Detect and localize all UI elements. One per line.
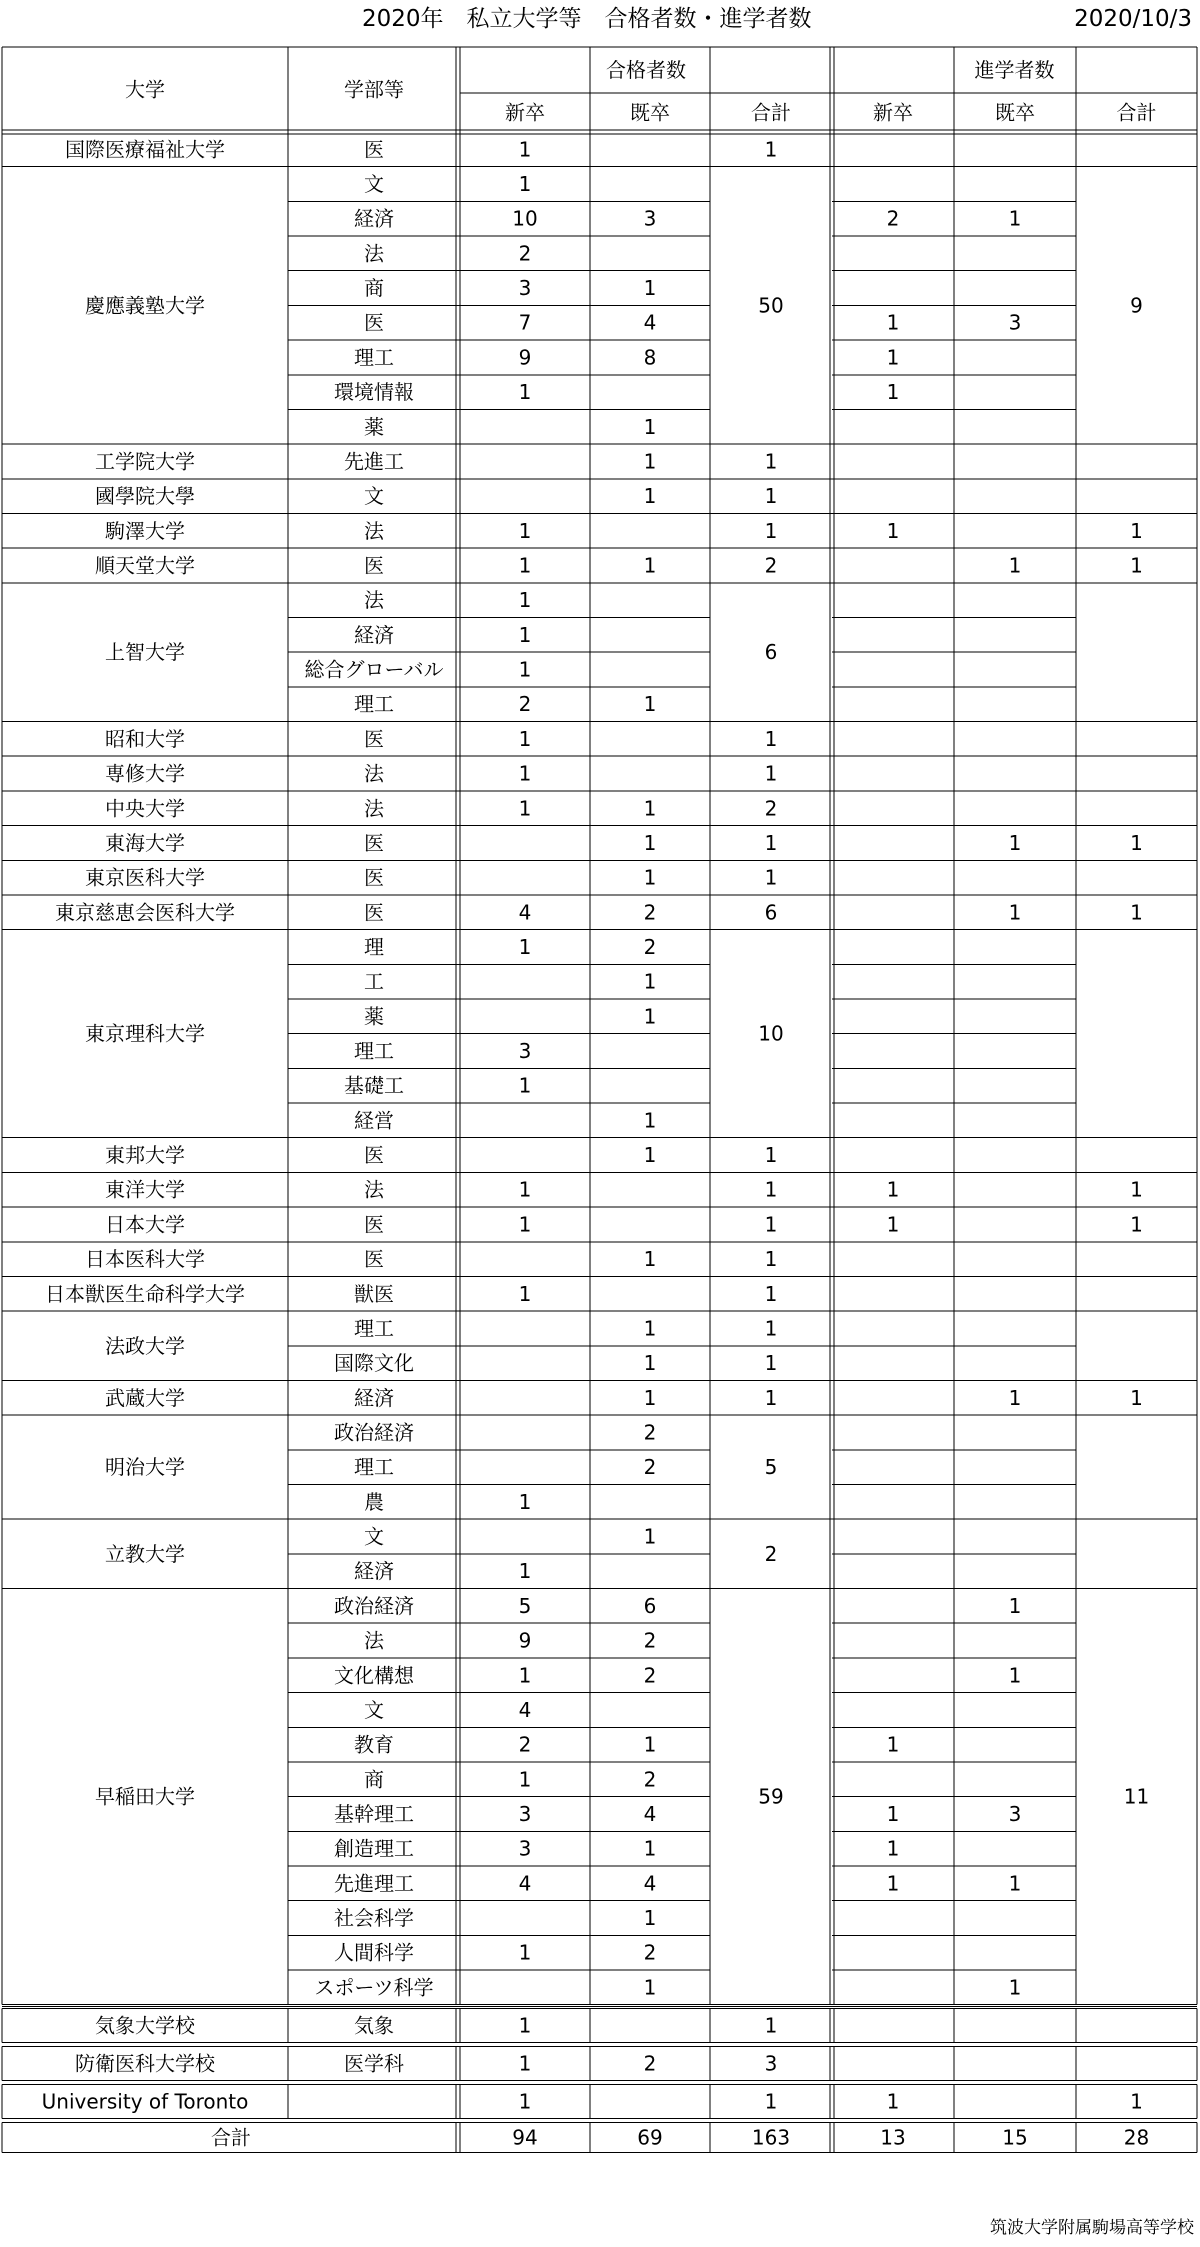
university-name: 武蔵大学 [105,1385,185,1410]
faculty-cell: 文 [364,1697,384,1722]
pass-prev-cell: 1 [643,1975,657,2000]
pass-total-cell: 6 [764,900,778,925]
enroll-new-cell: 1 [886,1732,900,1757]
faculty-cell: 先進工 [344,449,404,474]
university-name: University of Toronto [41,2089,249,2114]
pass-prev-cell: 2 [643,1940,657,1965]
enroll-total-cell: 1 [1130,830,1143,855]
faculty-cell: 法 [364,796,384,821]
pass-total-cell: 1 [764,726,778,751]
enroll-total-cell: 1 [1130,518,1143,543]
pass-new-cell: 1 [518,657,532,682]
faculty-cell: 基礎工 [344,1073,404,1098]
pass-new-cell: 1 [518,2051,532,2076]
pass-new-cell: 1 [518,588,532,613]
faculty-cell: 文 [364,1524,384,1549]
column-header-faculty: 学部等 [344,77,404,102]
faculty-cell: 先進理工 [334,1871,414,1896]
pass-new-cell: 1 [518,1559,532,1584]
pass-prev-cell: 1 [643,1836,657,1861]
faculty-cell: 総合グローバル [304,657,444,682]
faculty-cell: 商 [364,276,384,301]
pass-prev-cell: 1 [643,1316,657,1341]
pass-prev-cell: 1 [643,692,657,717]
pass-new-cell: 3 [518,276,532,301]
enroll-new-cell: 1 [886,1871,900,1896]
enroll-prev-cell: 1 [1008,900,1022,925]
faculty-cell: 医 [364,1143,384,1168]
pass-prev-cell: 1 [643,1385,657,1410]
faculty-cell: 工 [364,969,384,994]
university-name: 法政大学 [105,1333,185,1358]
pass-total-cell: 1 [764,137,778,162]
faculty-cell: 国際文化 [334,1351,414,1376]
pass-new-cell: 1 [518,1281,532,1306]
pass-new-cell: 2 [518,1732,532,1757]
faculty-cell: 理工 [354,1455,394,1480]
enroll-total-cell: 9 [1130,293,1143,318]
pass-prev-cell: 1 [643,449,657,474]
grand-total-enroll-new: 13 [880,2125,906,2150]
pass-total-cell: 1 [764,865,778,890]
pass-prev-cell: 1 [643,865,657,890]
grand-total-label: 合計 [211,2125,251,2150]
report-date: 2020/10/3 [1074,6,1192,32]
enroll-new-cell: 1 [886,1836,900,1861]
pass-new-cell: 1 [518,380,532,405]
column-header-enroll-total: 合計 [1116,100,1157,125]
faculty-cell: 農 [364,1489,384,1514]
faculty-cell: 医 [364,553,384,578]
enroll-prev-cell: 1 [1008,1385,1022,1410]
pass-total-cell: 3 [764,2051,778,2076]
pass-total-cell: 1 [764,1281,778,1306]
pass-new-cell: 1 [518,518,532,543]
enroll-new-cell: 1 [886,380,900,405]
enroll-prev-cell: 1 [1008,1593,1022,1618]
pass-total-cell: 1 [764,518,778,543]
pass-prev-cell: 1 [643,1247,657,1272]
faculty-cell: 医学科 [344,2051,404,2076]
pass-new-cell: 4 [518,900,532,925]
enroll-total-cell: 1 [1130,2089,1143,2114]
enroll-total-cell: 1 [1130,1385,1143,1410]
enroll-prev-cell: 1 [1008,553,1022,578]
pass-prev-cell: 1 [643,1143,657,1168]
faculty-cell: 薬 [364,414,384,439]
column-header-pass-total: 合計 [751,100,791,125]
enroll-new-cell: 2 [886,206,900,231]
pass-prev-cell: 1 [643,1108,657,1133]
faculty-cell: 文 [364,172,384,197]
column-header-pass-prev: 既卒 [630,100,670,125]
enroll-prev-cell: 1 [1008,830,1022,855]
pass-prev-cell: 1 [643,276,657,301]
pass-prev-cell: 2 [643,1628,657,1653]
university-name: 国際医療福祉大学 [65,137,225,162]
faculty-cell: 理工 [354,692,394,717]
faculty-cell: 医 [364,1247,384,1272]
pass-total-cell: 1 [764,484,778,509]
enroll-prev-cell: 1 [1008,1663,1022,1688]
university-name: 日本大学 [105,1212,185,1237]
faculty-cell: 法 [364,518,384,543]
pass-total-cell: 59 [758,1784,784,1809]
pass-prev-cell: 4 [643,1801,657,1826]
pass-new-cell: 1 [518,1212,532,1237]
faculty-cell: 法 [364,241,384,266]
pass-prev-cell: 3 [643,206,657,231]
faculty-cell: 気象 [354,2013,394,2038]
pass-total-cell: 6 [764,640,778,665]
pass-new-cell: 1 [518,1489,532,1514]
pass-prev-cell: 1 [643,1524,657,1549]
enroll-new-cell: 1 [886,310,900,335]
pass-prev-cell: 6 [643,1593,657,1618]
university-name: 日本医科大学 [85,1247,205,1272]
faculty-cell: 法 [364,761,384,786]
pass-new-cell: 2 [518,241,532,266]
column-header-enroll-prev: 既卒 [995,100,1035,125]
pass-new-cell: 1 [518,172,532,197]
faculty-cell: 医 [364,1212,384,1237]
pass-new-cell: 1 [518,1177,532,1202]
faculty-cell: 獣医 [354,1281,394,1306]
page-title: 2020年 私立大学等 合格者数・進学者数 [362,6,812,32]
pass-new-cell: 1 [518,553,532,578]
university-name: 早稲田大学 [95,1784,195,1809]
pass-prev-cell: 2 [643,1420,657,1445]
enroll-total-cell: 1 [1130,900,1143,925]
faculty-cell: 理 [364,934,384,959]
enroll-prev-cell: 3 [1008,310,1022,335]
enroll-prev-cell: 1 [1008,206,1022,231]
pass-total-cell: 1 [764,2089,778,2114]
pass-new-cell: 1 [518,726,532,751]
enroll-prev-cell: 3 [1008,1801,1022,1826]
faculty-cell: 経済 [354,1559,394,1584]
university-name: 國學院大學 [95,484,195,509]
pass-prev-cell: 1 [643,1351,657,1376]
enroll-new-cell: 1 [886,518,900,543]
pass-prev-cell: 4 [643,1871,657,1896]
faculty-cell: 医 [364,137,384,162]
pass-new-cell: 3 [518,1039,532,1064]
faculty-cell: 政治経済 [334,1420,414,1445]
pass-new-cell: 4 [518,1871,532,1896]
faculty-cell: 商 [364,1767,384,1792]
faculty-cell: 経済 [354,206,394,231]
enroll-new-cell: 1 [886,1177,900,1202]
university-name: 東邦大学 [105,1143,185,1168]
pass-total-cell: 1 [764,761,778,786]
pass-new-cell: 9 [518,1628,532,1653]
university-name: 慶應義塾大学 [85,293,205,318]
school-name: 筑波大学附属駒場高等学校 [990,2218,1194,2238]
pass-new-cell: 9 [518,345,532,370]
faculty-cell: 社会科学 [334,1906,414,1931]
enroll-new-cell: 1 [886,345,900,370]
faculty-cell: 医 [364,726,384,751]
faculty-cell: 理工 [354,1316,394,1341]
pass-prev-cell: 1 [643,796,657,821]
university-name: 東京医科大学 [85,865,205,890]
grand-total-pass-total: 163 [751,2125,791,2150]
enroll-new-cell: 1 [886,1212,900,1237]
pass-new-cell: 1 [518,1767,532,1792]
faculty-cell: 教育 [354,1732,394,1757]
enroll-prev-cell: 1 [1008,1975,1022,2000]
pass-new-cell: 1 [518,761,532,786]
university-name: 東洋大学 [105,1177,185,1202]
faculty-cell: 医 [364,900,384,925]
university-name: 東海大学 [105,830,185,855]
enroll-prev-cell: 1 [1008,1871,1022,1896]
pass-total-cell: 1 [764,1351,778,1376]
pass-total-cell: 10 [758,1021,784,1046]
pass-new-cell: 1 [518,934,532,959]
grand-total-enroll-prev: 15 [1002,2125,1028,2150]
university-name: 日本獣医生命科学大学 [45,1281,245,1306]
university-name: 順天堂大学 [95,553,195,578]
column-header-university: 大学 [125,77,165,102]
university-name: 気象大学校 [95,2013,195,2038]
faculty-cell: 法 [364,588,384,613]
pass-new-cell: 1 [518,137,532,162]
faculty-cell: 医 [364,310,384,335]
faculty-cell: 基幹理工 [334,1801,414,1826]
pass-new-cell: 1 [518,1073,532,1098]
university-name: 東京理科大学 [85,1021,205,1046]
grand-total-pass-prev: 69 [637,2125,663,2150]
pass-new-cell: 1 [518,796,532,821]
faculty-cell: 医 [364,830,384,855]
pass-total-cell: 1 [764,1177,778,1202]
pass-new-cell: 7 [518,310,532,335]
university-name: 昭和大学 [105,726,185,751]
pass-total-cell: 1 [764,1143,778,1168]
pass-total-cell: 1 [764,1247,778,1272]
enroll-total-cell: 1 [1130,1212,1143,1237]
pass-prev-cell: 2 [643,1767,657,1792]
pass-prev-cell: 2 [643,934,657,959]
pass-prev-cell: 1 [643,484,657,509]
pass-prev-cell: 1 [643,1004,657,1029]
pass-new-cell: 3 [518,1836,532,1861]
faculty-cell: 理工 [354,345,394,370]
enroll-new-cell: 1 [886,2089,900,2114]
column-group-enroll: 進学者数 [974,58,1055,82]
pass-prev-cell: 8 [643,345,657,370]
enroll-new-cell: 1 [886,1801,900,1826]
pass-prev-cell: 1 [643,1732,657,1757]
pass-prev-cell: 1 [643,553,657,578]
pass-prev-cell: 2 [643,900,657,925]
pass-total-cell: 1 [764,2013,778,2038]
university-name: 立教大学 [105,1541,185,1566]
column-group-pass: 合格者数 [606,58,686,82]
pass-total-cell: 50 [758,293,784,318]
faculty-cell: 理工 [354,1039,394,1064]
pass-new-cell: 1 [518,2089,532,2114]
faculty-cell: 文化構想 [334,1663,414,1688]
pass-new-cell: 3 [518,1801,532,1826]
pass-prev-cell: 2 [643,2051,657,2076]
pass-total-cell: 1 [764,449,778,474]
pass-total-cell: 2 [764,553,778,578]
column-header-pass-new: 新卒 [505,100,545,125]
university-name: 防衛医科大学校 [75,2051,215,2076]
faculty-cell: 経営 [354,1108,394,1133]
pass-prev-cell: 2 [643,1663,657,1688]
faculty-cell: 医 [364,865,384,890]
pass-prev-cell: 1 [643,414,657,439]
pass-prev-cell: 1 [643,1906,657,1931]
pass-total-cell: 5 [764,1455,778,1480]
faculty-cell: 法 [364,1177,384,1202]
pass-new-cell: 10 [512,206,538,231]
university-name: 上智大学 [105,640,185,665]
faculty-cell: 文 [364,484,384,509]
faculty-cell: 法 [364,1628,384,1653]
university-name: 専修大学 [105,761,185,786]
pass-new-cell: 2 [518,692,532,717]
faculty-cell: 経済 [354,1385,394,1410]
pass-prev-cell: 1 [643,969,657,994]
pass-prev-cell: 1 [643,830,657,855]
pass-new-cell: 1 [518,1663,532,1688]
enroll-total-cell: 11 [1123,1784,1150,1809]
grand-total-enroll-total: 28 [1123,2125,1150,2150]
enroll-total-cell: 1 [1130,553,1143,578]
university-name: 工学院大学 [95,449,195,474]
pass-new-cell: 1 [518,2013,532,2038]
enroll-total-cell: 1 [1130,1177,1143,1202]
university-name: 東京慈恵会医科大学 [55,900,235,925]
faculty-cell: 経済 [354,622,394,647]
pass-prev-cell: 4 [643,310,657,335]
grand-total-pass-new: 94 [512,2125,538,2150]
university-name: 駒澤大学 [105,518,185,543]
faculty-cell: 創造理工 [334,1836,414,1861]
column-header-enroll-new: 新卒 [873,100,913,125]
pass-new-cell: 1 [518,622,532,647]
pass-prev-cell: 2 [643,1455,657,1480]
pass-new-cell: 5 [518,1593,532,1618]
faculty-cell: 政治経済 [334,1593,414,1618]
pass-new-cell: 4 [518,1697,532,1722]
pass-total-cell: 1 [764,830,778,855]
pass-total-cell: 2 [764,796,778,821]
pass-total-cell: 2 [764,1541,778,1566]
faculty-cell: 環境情報 [334,380,414,405]
pass-total-cell: 1 [764,1212,778,1237]
pass-total-cell: 1 [764,1316,778,1341]
faculty-cell: 薬 [364,1004,384,1029]
university-name: 明治大学 [105,1455,185,1480]
pass-total-cell: 1 [764,1385,778,1410]
faculty-cell: 人間科学 [334,1940,414,1965]
university-name: 中央大学 [105,796,185,821]
pass-new-cell: 1 [518,1940,532,1965]
faculty-cell: スポーツ科学 [314,1975,434,2000]
